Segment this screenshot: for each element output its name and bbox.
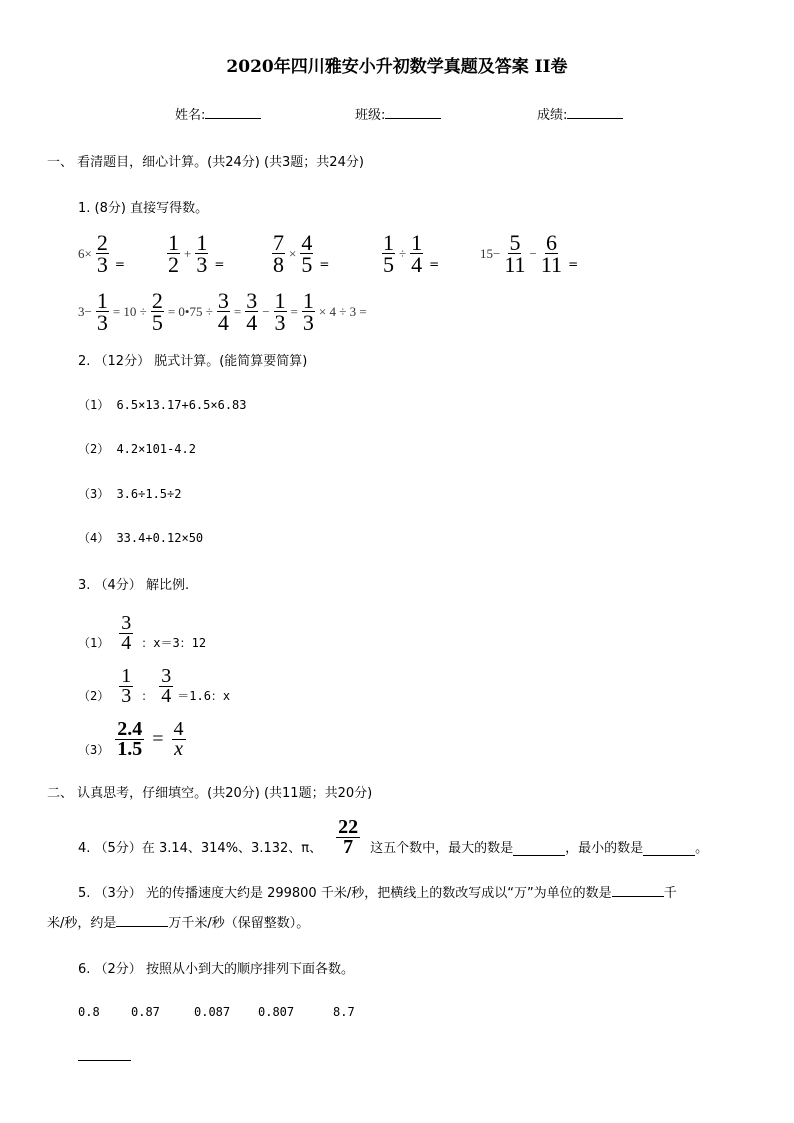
- class-label: 班级:: [355, 108, 386, 123]
- question-6-label: 6. （2分） 按照从小到大的顺序排列下面各数。: [78, 962, 354, 977]
- question-5-text: 米/秒，约是: [47, 916, 117, 931]
- denominator: x: [174, 738, 183, 760]
- equals-sign: =: [152, 728, 164, 750]
- item-number: （1）: [78, 636, 110, 650]
- denominator: 3: [96, 252, 108, 277]
- q2-item: （4） 33.4+0.12×50: [78, 531, 204, 545]
- numerator: 1: [383, 230, 394, 255]
- fraction: [504, 232, 525, 275]
- page-title: 2020年四川雅安小升初数学真题及答案 II卷: [226, 57, 568, 77]
- denominator: 3: [274, 310, 286, 335]
- operator: 3−: [78, 303, 92, 319]
- fraction: [119, 614, 133, 653]
- denominator: 4: [411, 252, 423, 277]
- fraction: [115, 720, 144, 759]
- item-text: ＝1.6：x: [177, 689, 231, 703]
- denominator: 8: [273, 252, 284, 277]
- name-label: 姓名:: [175, 108, 206, 123]
- q3-item-2: [78, 667, 230, 706]
- operator: ×: [289, 245, 297, 261]
- operator: = 10 ÷: [112, 303, 147, 319]
- equals-sign: =: [114, 257, 125, 271]
- fraction: [274, 290, 287, 333]
- fraction: [272, 232, 285, 275]
- denominator: 4: [121, 632, 132, 654]
- numerator: 1: [168, 230, 179, 255]
- math-expression: [270, 232, 329, 275]
- fraction: [217, 290, 230, 333]
- operator: −: [262, 303, 270, 319]
- denominator: 3: [96, 310, 108, 335]
- answer-blank[interactable]: [116, 914, 168, 927]
- denominator: 11: [504, 252, 526, 277]
- fraction: [96, 290, 109, 333]
- q2-item: （2） 4.2×101-4.2: [78, 442, 196, 456]
- score-field[interactable]: [537, 104, 623, 123]
- numerator: 7: [273, 230, 284, 255]
- fraction: [167, 232, 180, 275]
- math-expression: [76, 232, 125, 275]
- math-expression: [380, 232, 439, 275]
- question-4-text: 4. （5分）在 3.14、314%、3.132、π、: [78, 841, 323, 856]
- numerator: 3: [246, 288, 258, 313]
- operator: = 0•75 ÷: [167, 303, 213, 319]
- denominator: 4: [161, 685, 172, 707]
- operator: =: [233, 303, 242, 319]
- denominator: 4: [217, 310, 229, 335]
- ratio-sign: ：: [141, 689, 154, 703]
- fraction: [410, 232, 423, 275]
- math-expression: [76, 290, 369, 333]
- fraction: [195, 232, 208, 275]
- operator: 6×: [78, 245, 92, 261]
- fraction: [119, 667, 133, 706]
- name-field[interactable]: [175, 104, 261, 123]
- numerator: 22: [338, 816, 359, 838]
- q6-number: 0.8: [78, 1005, 100, 1019]
- q6-number: 8.7: [333, 1005, 355, 1019]
- score-label: 成绩:: [537, 108, 568, 123]
- q6-number: 0.087: [194, 1005, 231, 1019]
- numerator: 2: [151, 288, 163, 313]
- fraction: [300, 232, 313, 275]
- fraction: [336, 818, 360, 857]
- q6-number: 0.87: [131, 1005, 160, 1019]
- question-4-text: 这五个数中，最大的数是: [370, 841, 514, 856]
- fraction: [96, 232, 109, 275]
- answer-blank[interactable]: [643, 843, 695, 856]
- numerator: 2.4: [117, 718, 143, 740]
- operator: ÷: [399, 245, 407, 261]
- denominator: 3: [121, 685, 132, 707]
- denominator: 2: [168, 252, 179, 277]
- class-field[interactable]: [355, 104, 441, 123]
- question-5-text: 万千米/秒（保留整数）。: [168, 916, 310, 931]
- q2-item: （3） 3.6÷1.5÷2: [78, 487, 182, 501]
- question-4-text: ，最小的数是: [565, 841, 644, 856]
- fraction: [172, 720, 186, 759]
- operator: −: [529, 245, 537, 261]
- fraction: [302, 290, 315, 333]
- numerator: 4: [301, 230, 313, 255]
- equals-sign: =: [319, 257, 330, 271]
- item-number: （3）: [78, 743, 110, 757]
- numerator: 1: [121, 665, 132, 687]
- denominator: 11: [540, 252, 563, 277]
- q6-number: 0.807: [258, 1005, 295, 1019]
- answer-blank[interactable]: [612, 884, 664, 897]
- question-4: [78, 818, 708, 857]
- numerator: 1: [196, 230, 208, 255]
- numerator: 3: [161, 665, 172, 687]
- numerator: 3: [217, 288, 229, 313]
- question-4-text: 。: [695, 841, 709, 856]
- numerator: 1: [302, 288, 314, 313]
- denominator: 5: [383, 252, 394, 277]
- numerator: 6: [545, 230, 557, 255]
- question-5-text: 5. （3分） 光的传播速度大约是 299800 千米/秒，把横线上的数改写成以“万”为单位的数是: [78, 886, 612, 901]
- answer-blank[interactable]: [78, 1050, 131, 1061]
- fraction: [541, 232, 562, 275]
- operator: × 4 ÷ 3 =: [318, 303, 367, 319]
- question-5-line-1: [78, 882, 677, 901]
- fraction: [382, 232, 395, 275]
- denominator: 7: [343, 836, 354, 858]
- question-2-label: 2. （12分） 脱式计算。(能简算要简算): [78, 354, 308, 369]
- denominator: 5: [151, 310, 163, 335]
- numerator: 1: [274, 288, 286, 313]
- denominator: 3: [302, 310, 314, 335]
- operator: +: [184, 245, 192, 261]
- numerator: 3: [121, 612, 132, 634]
- denominator: 1.5: [117, 738, 143, 760]
- math-expression: [165, 232, 224, 275]
- fraction: [159, 667, 173, 706]
- item-text: ：x＝3：12: [141, 636, 207, 650]
- fraction: [245, 290, 258, 333]
- operator: =: [290, 303, 298, 319]
- item-number: （2）: [78, 689, 110, 703]
- section-2-heading: 二、 认真思考，仔细填空。(共20分) (共11题；共20分): [47, 786, 373, 801]
- numerator: 1: [96, 288, 108, 313]
- math-expression: [478, 232, 578, 275]
- section-1-heading: 一、 看清题目，细心计算。(共24分) (共3题；共24分): [47, 155, 364, 170]
- q3-item-1: [78, 614, 206, 653]
- equals-sign: =: [568, 257, 579, 271]
- fraction: [151, 290, 164, 333]
- numerator: 5: [509, 230, 521, 255]
- q2-item: （1） 6.5×13.17+6.5×6.83: [78, 398, 247, 412]
- q3-item-3: [78, 720, 186, 759]
- numerator: 2: [96, 230, 108, 255]
- question-3-label: 3. （4分） 解比例.: [78, 578, 190, 593]
- numerator: 4: [173, 718, 184, 740]
- denominator: 4: [246, 310, 258, 335]
- operator: 15−: [480, 245, 501, 261]
- question-5-text: 千: [663, 886, 677, 901]
- denominator: 5: [301, 252, 313, 277]
- denominator: 3: [196, 252, 208, 277]
- question-1-label: 1. (8分) 直接写得数。: [78, 201, 209, 216]
- answer-blank[interactable]: [513, 843, 565, 856]
- numerator: 1: [411, 230, 423, 255]
- question-5-line-2: [47, 912, 309, 931]
- equals-sign: =: [429, 257, 440, 271]
- equals-sign: =: [214, 257, 225, 271]
